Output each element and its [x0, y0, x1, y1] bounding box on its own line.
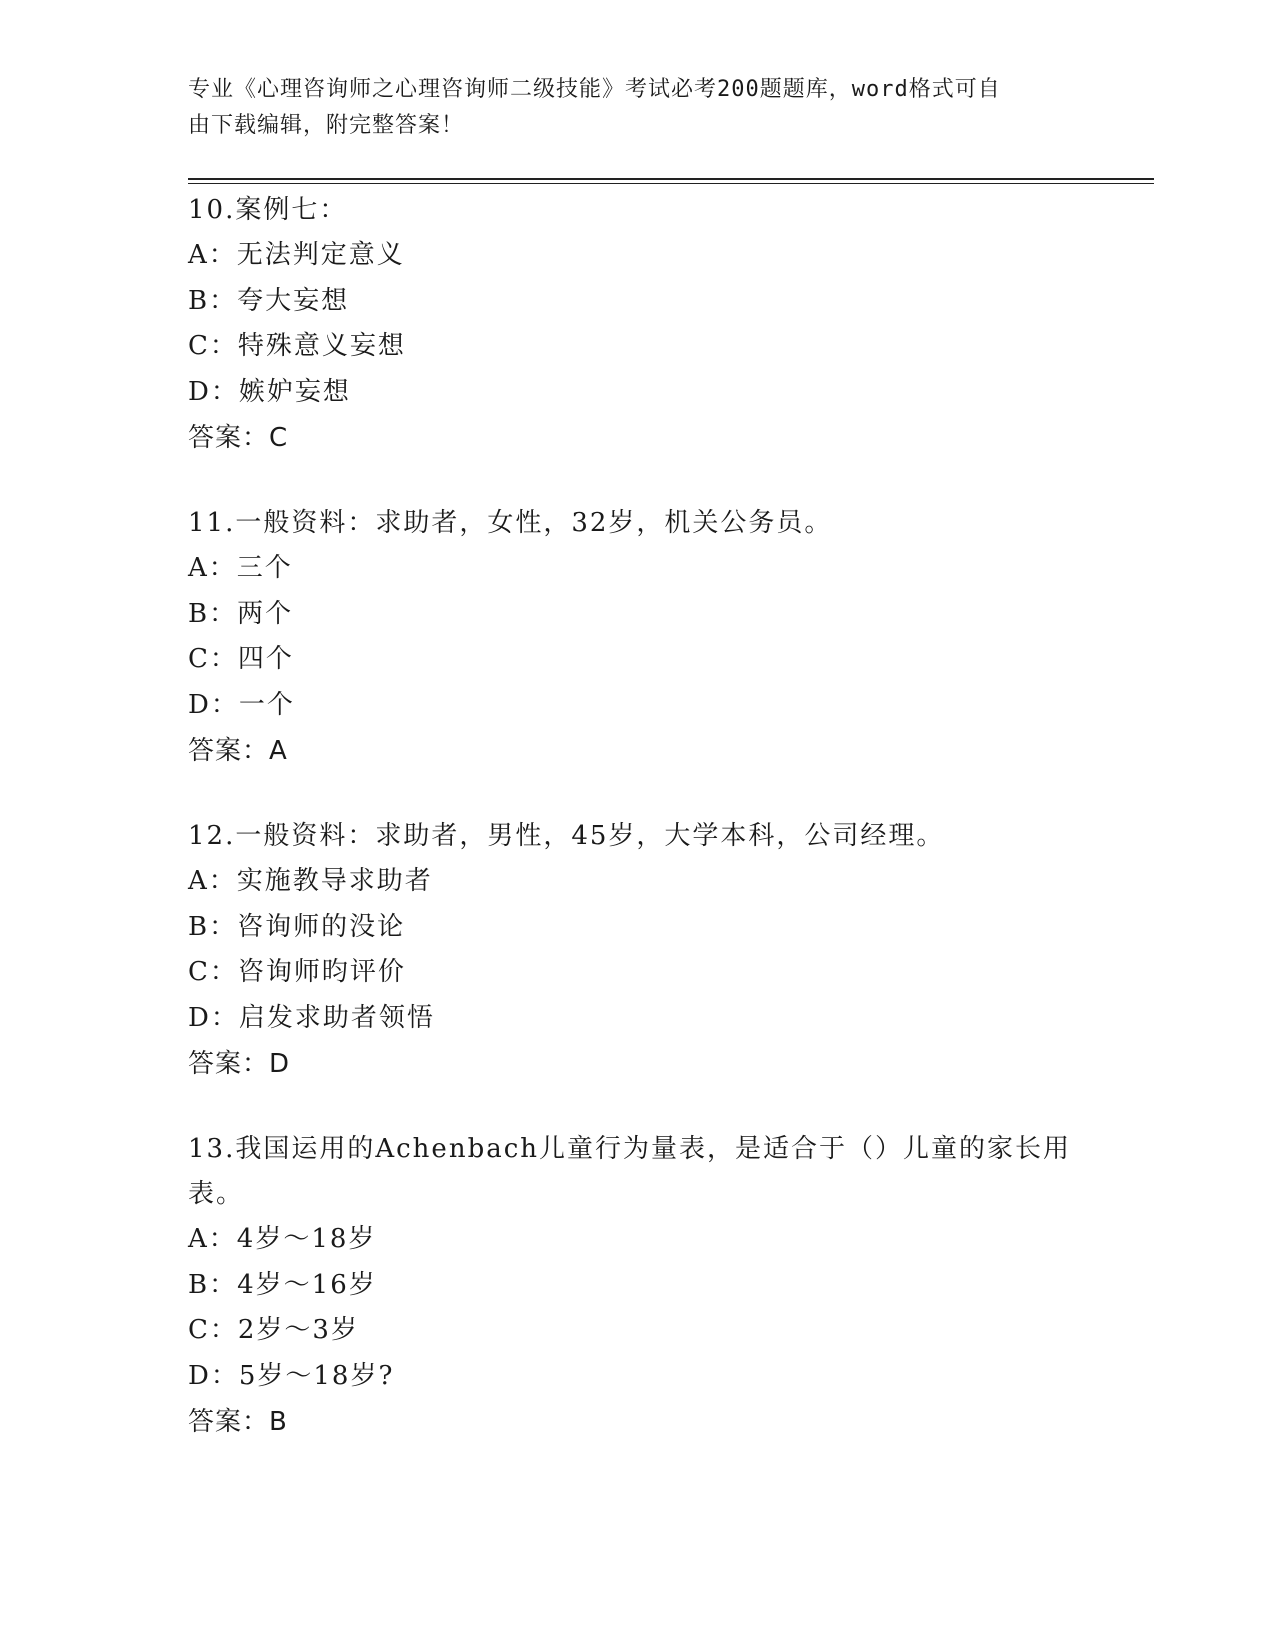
option-d: D：嫉妒妄想 [188, 376, 351, 407]
option-b: B：夸大妄想 [188, 285, 350, 316]
option-c: C：2岁～3岁 [188, 1315, 359, 1345]
option-c: C：特殊意义妄想 [188, 331, 406, 361]
option-d: D：启发求助者领悟 [188, 1002, 435, 1033]
header-rule-thick [188, 178, 1154, 180]
option-b: B：4岁～16岁 [188, 1269, 377, 1300]
question-text-line-2: 表。 [188, 1179, 245, 1209]
answer: 答案：B [188, 1407, 288, 1437]
option-c: C：咨询师昀评价 [188, 957, 406, 987]
answer: 答案：C [188, 423, 289, 453]
question-text: 10.案例七： [188, 195, 348, 225]
option-b: B：咨询师的没论 [188, 911, 406, 942]
option-a: A：三个 [188, 553, 293, 583]
question-11 [188, 501, 1088, 774]
header-line-2: 由下载编辑，附完整答案！ [188, 113, 465, 138]
header-line-1: 专业《心理咨询师之心理咨询师二级技能》考试必考200题题库，word格式可自 [188, 77, 1001, 102]
option-a: A：实施教导求助者 [188, 866, 433, 896]
question-text: 11.一般资料：求助者，女性，32岁，机关公务员。 [188, 508, 833, 538]
header-rule-thin [188, 183, 1154, 184]
question-text-line-1: 13.我国运用的Achenbach儿童行为量表，是适合于（）儿童的家长用 [188, 1134, 1072, 1164]
document-header [188, 72, 1088, 144]
option-d: D：5岁～18岁? [188, 1360, 395, 1391]
question-list [188, 188, 1088, 1485]
option-d: D：一个 [188, 689, 295, 720]
question-text: 12.一般资料：求助者，男性，45岁，大学本科，公司经理。 [188, 821, 945, 851]
question-13 [188, 1127, 1088, 1445]
answer: 答案：D [188, 1049, 291, 1079]
question-10 [188, 188, 1088, 461]
question-12 [188, 814, 1088, 1087]
option-b: B：两个 [188, 598, 294, 629]
option-c: C：四个 [188, 644, 294, 674]
answer: 答案：A [188, 736, 288, 766]
option-a: A：4岁～18岁 [188, 1224, 377, 1254]
option-a: A：无法判定意义 [188, 240, 405, 270]
